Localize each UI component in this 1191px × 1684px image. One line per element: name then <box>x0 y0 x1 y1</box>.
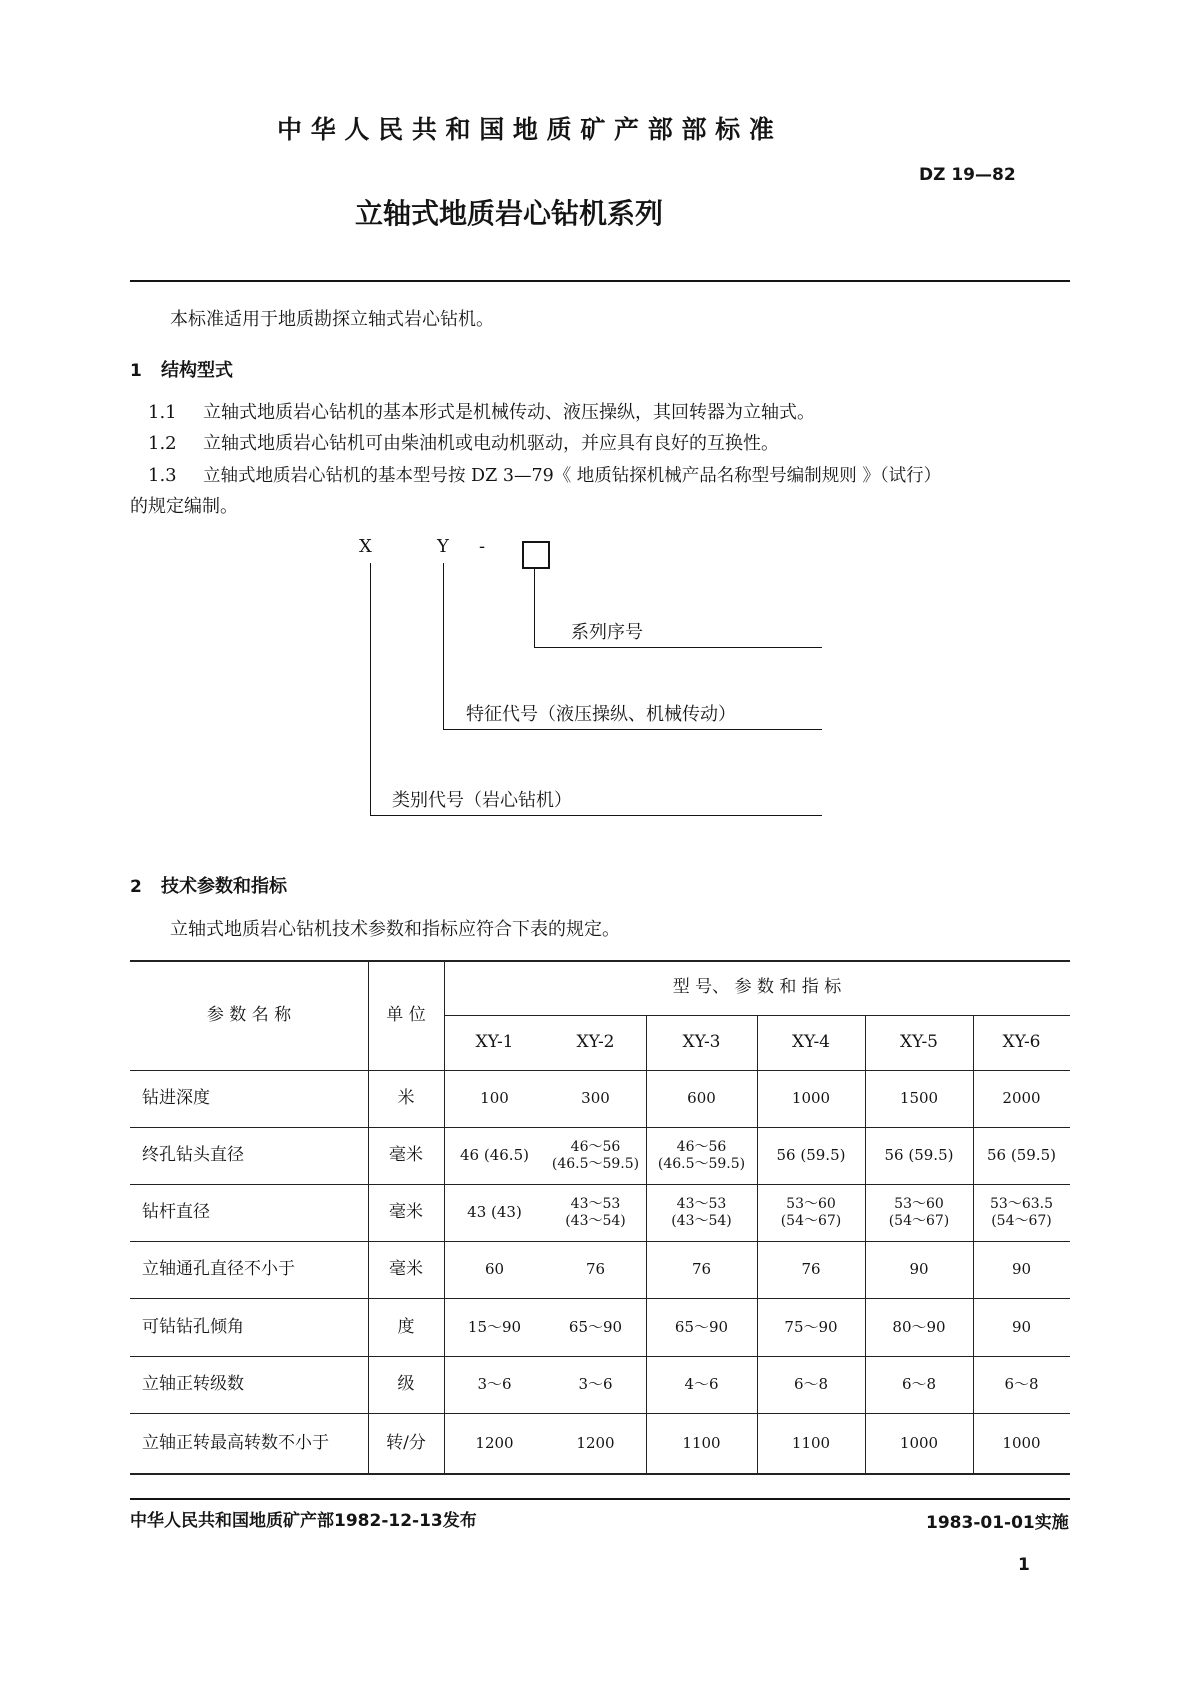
row-unit: 转/分 <box>386 1432 426 1453</box>
row-parameter-name: 立轴正转级数 <box>142 1374 244 1394</box>
header-model-group: 型 号、 参 数 和 指 标 <box>672 977 842 997</box>
value-cell: 65～90 <box>568 1317 623 1336</box>
diagram-serial-stem <box>534 567 535 648</box>
diagram-category-label: 类别代号（岩心钻机） <box>392 790 572 811</box>
header-model: XY-4 <box>791 1032 831 1052</box>
value-cell: 46～56 (46.5～59.5) <box>657 1138 746 1172</box>
value-cell: 1000 <box>1002 1433 1041 1452</box>
value-cell: 1500 <box>899 1089 939 1107</box>
technical-parameters-table <box>130 960 1070 1475</box>
section-2-number: 2 <box>130 877 142 897</box>
value-cell: 2000 <box>1002 1089 1041 1107</box>
document-title: 立轴式地质岩心钻机系列 <box>355 197 664 230</box>
header-parameter-name: 参 数 名 称 <box>206 1004 292 1025</box>
value-cell: 3～6 <box>477 1375 512 1393</box>
value-cell: 60 <box>484 1260 505 1278</box>
row-parameter-name: 立轴正转最高转数不小于 <box>142 1432 329 1453</box>
section-1-title: 结构型式 <box>161 360 233 381</box>
clause-1-3-continuation: 的规定编制。 <box>130 496 238 517</box>
header-model: XY-2 <box>576 1032 615 1052</box>
value-cell: 90 <box>1011 1317 1032 1336</box>
section-2-intro: 立轴式地质岩心钻机技术参数和指标应符合下表的规定。 <box>170 919 620 940</box>
page-number: 1 <box>1018 1555 1030 1575</box>
scope-statement: 本标准适用于地质勘探立轴式岩心钻机。 <box>170 309 494 330</box>
row-unit: 级 <box>397 1374 415 1394</box>
clause-1-3-text: 立轴式地质岩心钻机的基本型号按 DZ 3—79《 地质钻探机械产品名称型号编制规则 》（试行） <box>203 466 942 486</box>
row-unit: 毫米 <box>389 1259 423 1279</box>
clause-1-2-text: 立轴式地质岩心钻机可由柴油机或电动机驱动，并应具有良好的互换性。 <box>203 433 779 454</box>
header-unit: 单 位 <box>386 1004 426 1025</box>
value-cell: 600 <box>687 1089 716 1107</box>
value-cell: 1000 <box>791 1089 831 1107</box>
diagram-feature-stem <box>443 563 444 730</box>
value-cell: 1100 <box>791 1433 831 1452</box>
diagram-dash: - <box>479 536 486 557</box>
value-cell: 46～56 (46.5～59.5) <box>551 1138 640 1172</box>
row-parameter-name: 可钻钻孔倾角 <box>142 1316 244 1337</box>
value-cell: 300 <box>581 1089 610 1107</box>
value-cell: 3～6 <box>578 1375 613 1393</box>
header-model: XY-3 <box>682 1032 721 1052</box>
value-cell: 80～90 <box>892 1317 946 1336</box>
value-cell: 53～60 (54～67) <box>888 1195 950 1229</box>
clause-1-1-text: 立轴式地质岩心钻机的基本形式是机械传动、液压操纵，其回转器为立轴式。 <box>203 402 815 423</box>
row-unit: 毫米 <box>389 1202 423 1222</box>
diagram-feature-label: 特征代号（液压操纵、机械传动） <box>466 704 736 725</box>
value-cell: 1200 <box>576 1433 615 1452</box>
diagram-letter-x: X <box>359 536 372 557</box>
clause-1-3-number: 1.3 <box>148 465 177 486</box>
value-cell: 6～8 <box>1004 1375 1039 1393</box>
title-rule <box>130 280 1070 282</box>
value-cell: 76 <box>801 1260 821 1278</box>
header-model: XY-5 <box>899 1032 939 1052</box>
header-model: XY-6 <box>1002 1032 1041 1052</box>
value-cell: 43～53 (43～54) <box>565 1195 626 1229</box>
value-cell: 43～53 (43～54) <box>671 1195 732 1229</box>
value-cell: 56 (59.5) <box>776 1146 846 1164</box>
clause-1-1-number: 1.1 <box>148 402 177 423</box>
value-cell: 46 (46.5) <box>460 1146 529 1164</box>
diagram-serial-rule <box>534 647 822 648</box>
row-unit: 毫米 <box>389 1145 423 1165</box>
value-cell: 15～90 <box>467 1317 522 1336</box>
diagram-category-stem <box>370 563 371 816</box>
row-parameter-name: 终孔钻头直径 <box>142 1145 244 1165</box>
diagram-serial-label: 系列序号 <box>571 622 643 643</box>
row-parameter-name: 钻杆直径 <box>142 1202 210 1222</box>
footer-rule <box>130 1498 1070 1500</box>
value-cell: 76 <box>585 1260 606 1278</box>
section-2-title: 技术参数和指标 <box>161 876 287 897</box>
table-bottom-rule <box>130 1473 1070 1475</box>
issuer-line: 中华人民共和国地质矿产部1982-12-13发布 <box>130 1511 477 1531</box>
value-cell: 6～8 <box>793 1375 829 1393</box>
diagram-category-rule <box>370 815 822 816</box>
diagram-serial-box <box>522 541 550 569</box>
standard-code: DZ 19—82 <box>919 165 1016 185</box>
value-cell: 53～60 (54～67) <box>780 1195 842 1229</box>
value-cell: 75～90 <box>784 1317 838 1336</box>
section-1-number: 1 <box>130 361 142 381</box>
effective-date: 1983-01-01实施 <box>926 1513 1069 1533</box>
diagram-letter-y: Y <box>437 536 449 557</box>
value-cell: 100 <box>480 1089 509 1107</box>
value-cell: 53～63.5 (54～67) <box>990 1195 1053 1229</box>
row-unit: 米 <box>397 1088 415 1108</box>
row-parameter-name: 立轴通孔直径不小于 <box>142 1259 295 1279</box>
value-cell: 56 (59.5) <box>884 1146 954 1164</box>
value-cell: 65～90 <box>674 1317 729 1336</box>
issuing-organization: 中 华 人 民 共 和 国 地 质 矿 产 部 部 标 准 <box>277 115 774 144</box>
diagram-feature-rule <box>443 729 822 730</box>
value-cell: 56 (59.5) <box>987 1146 1056 1164</box>
value-cell: 4～6 <box>684 1375 719 1393</box>
value-cell: 90 <box>909 1260 929 1278</box>
value-cell: 90 <box>1011 1260 1032 1278</box>
header-model: XY-1 <box>475 1032 514 1052</box>
row-parameter-name: 钻进深度 <box>142 1088 210 1108</box>
value-cell: 1200 <box>475 1433 514 1452</box>
value-cell: 76 <box>691 1260 712 1278</box>
row-unit: 度 <box>397 1316 415 1337</box>
value-cell: 1100 <box>682 1433 721 1452</box>
value-cell: 6～8 <box>901 1375 937 1393</box>
clause-1-2-number: 1.2 <box>148 433 177 454</box>
value-cell: 1000 <box>899 1433 939 1452</box>
value-cell: 43 (43) <box>467 1203 522 1221</box>
